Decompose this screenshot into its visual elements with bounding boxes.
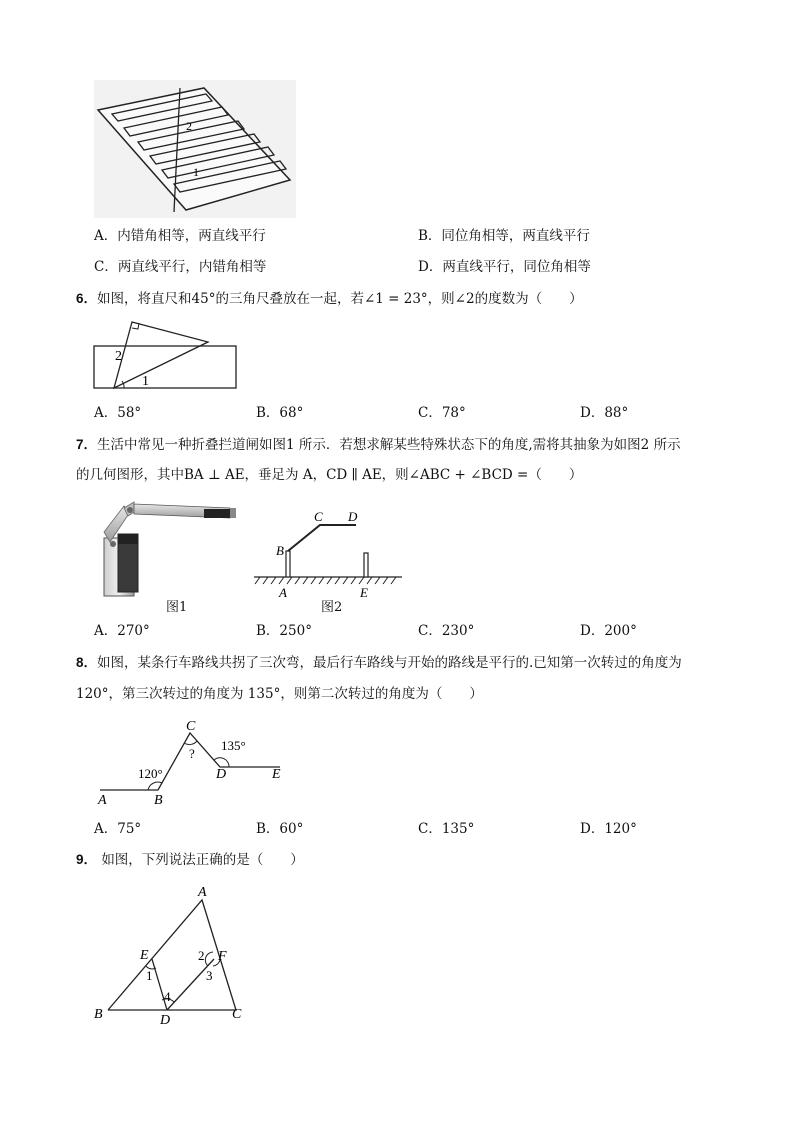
q6-option-c[interactable]: C．78° [418,405,466,421]
q7-label-a: A [279,585,287,600]
q8-label-a: A [98,793,107,807]
q8-label-c: C [186,719,196,734]
q8-question-line2: 120°，第三次转过的角度为 135°，则第二次转过的角度为（ ） [76,686,483,702]
q6-text: 如图，将直尺和45°的三角尺叠放在一起，若∠1 = 23°，则∠2的度数为（ ） [97,291,583,307]
q8-figure-route [94,715,294,807]
q6-option-b[interactable]: B．68° [256,405,304,421]
q6-option-a[interactable]: A．58° [94,405,142,421]
q9-label-d: D [160,1013,171,1024]
q9-label-c: C [232,1007,242,1022]
q9-angle-4-label: 4 [164,989,171,1004]
q5-option-c[interactable]: C．两直线平行，内错角相等 [94,259,267,275]
q8-option-d[interactable]: D．120° [580,821,637,837]
q7-number: 7． [76,437,98,452]
q7-figure2-geometry [252,505,406,601]
q9-label-a: A [198,885,207,900]
q7-figure1-caption: 图1 [166,600,188,615]
q7-option-d[interactable]: D．200° [580,623,637,639]
q9-angle-1-label: 1 [146,968,153,983]
q7-question-line1 [76,435,681,455]
q8-option-c[interactable]: C．135° [418,821,475,837]
q6-figure-ruler-triangle [92,318,240,393]
q9-number: 9． [76,852,98,867]
q8-unknown-angle-label: ? [189,746,195,761]
q8-angle-135-label: 135° [221,738,246,753]
q8-text-1: 如图，某条行车路线共拐了三次弯，最后行车路线与开始的路线是平行的.已知第一次转过的角度为 [97,655,682,671]
q6-number: 6． [76,291,98,306]
q7-option-a[interactable]: A．270° [94,623,150,639]
q7-label-d: D [348,509,358,524]
q5-option-a[interactable]: A．内错角相等，两直线平行 [94,228,266,244]
q8-number: 8． [76,655,98,670]
q9-figure-triangle [90,882,250,1024]
q7-figure1-barrier-gate [94,498,240,600]
q8-label-e: E [272,767,281,782]
q5-angle-2-label: 2 [186,119,192,133]
q7-question-line2: 的几何图形，其中BA ⊥ AE，垂足为 A，CD ∥ AE，则∠ABC + ∠BCD =（ ） [76,467,583,483]
q9-text: 如图，下列说法正确的是（ ） [101,852,304,868]
q7-figure2-caption: 图2 [321,600,343,615]
q8-angle-120-label: 120° [138,766,163,781]
q5-angle-1-label: 1 [193,165,199,179]
q5-option-d[interactable]: D．两直线平行，同位角相等 [418,259,591,275]
q9-angle-2-label: 2 [198,948,205,963]
q5-option-b[interactable]: B．同位角相等，两直线平行 [418,228,590,244]
q9-angle-3-label: 3 [206,968,213,983]
q7-text-1: 生活中常见一种折叠拦道闸如图1 所示．若想求解某些特殊状态下的角度,需将其抽象为如图2 所示 [97,437,681,453]
q6-question [76,289,583,309]
q7-label-e: E [360,585,368,600]
q9-label-b: B [94,1007,103,1022]
q8-option-a[interactable]: A．75° [94,821,142,837]
q9-question [76,850,304,870]
q7-label-c: C [314,509,323,524]
q6-angle-2-label: 2 [115,349,122,364]
q6-option-d[interactable]: D．88° [580,405,629,421]
q8-label-b: B [154,793,163,807]
q6-angle-1-label: 1 [142,374,149,389]
q9-label-e: E [140,948,149,963]
q7-label-b: B [276,543,284,558]
q7-option-c[interactable]: C．230° [418,623,475,639]
q9-label-f: F [218,949,227,964]
q8-question-line1 [76,653,682,673]
q7-option-b[interactable]: B．250° [256,623,312,639]
q8-option-b[interactable]: B．60° [256,821,304,837]
q5-figure-parking-lines [94,80,296,218]
q8-label-d: D [216,767,227,782]
